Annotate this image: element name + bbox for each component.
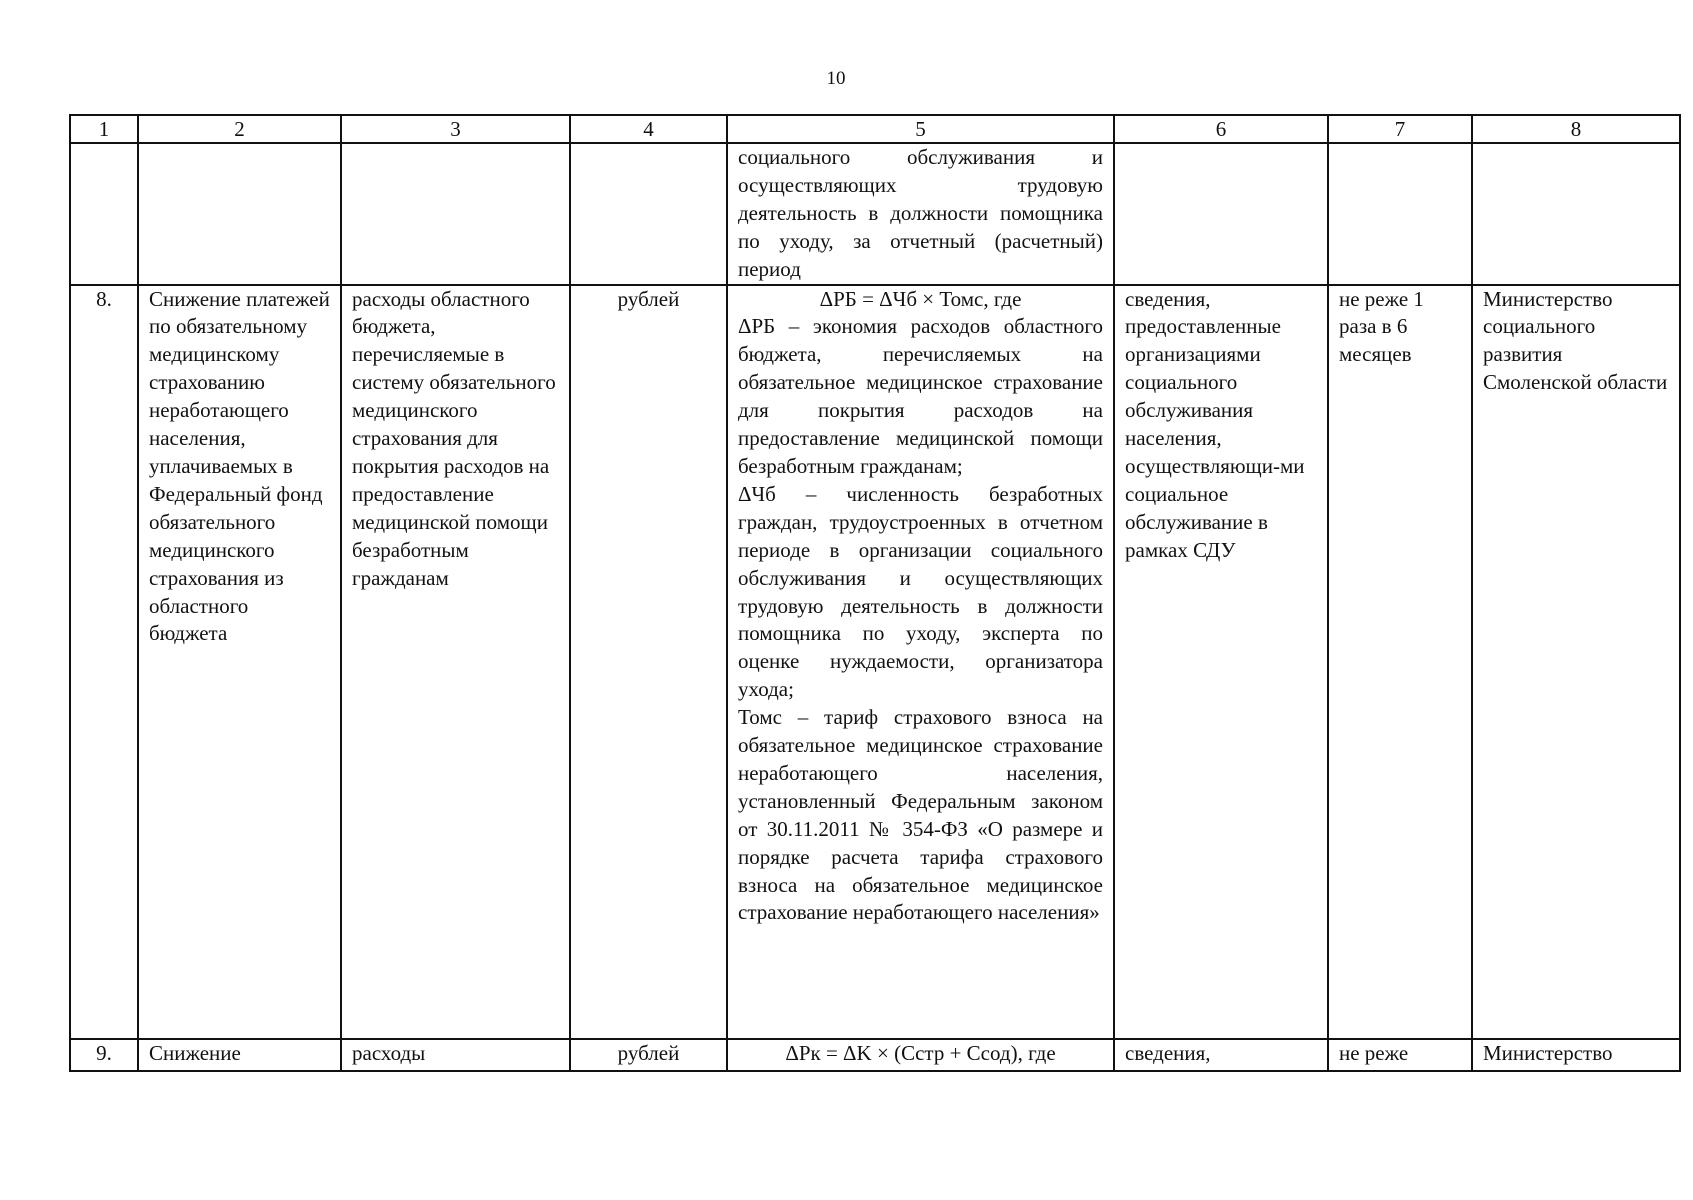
unit-of-measure: рублей [570,1039,727,1071]
page-number: 10 [826,68,846,89]
header-row [70,115,1680,143]
indicator-name: Снижение [138,1039,341,1071]
frequency: не реже [1328,1039,1472,1071]
cell-empty [1328,143,1472,285]
table-row-9 [70,1039,1680,1071]
formula: ΔРк = ΔK × (Cстр + Cсод), где [727,1039,1114,1071]
unit-of-measure: рублей [570,285,727,1039]
header-cell: 8 [1472,115,1680,143]
data-source: сведения, [1114,1039,1328,1071]
header-cell: 7 [1328,115,1472,143]
header-cell: 6 [1114,115,1328,143]
formula-definition: Томс – тариф страхового взноса на обязательное медицинское страхование неработающего населения, установленный Федеральным законом от 30.11.2011 № 354-ФЗ «О размере и порядке расчета тарифа страхового взноса на обязательное медицинское страхование неработающего населения» [738,705,1103,925]
cell-empty [570,143,727,285]
formula-definition: ΔРБ – экономия расходов областного бюджета, перечисляемых на обязательное медицинское страхование для покрытия расходов на предоставление медицинской помощи безработным гражданам; [738,314,1103,478]
cell-empty [70,143,138,285]
calculation-method [727,285,1114,1039]
responsible-body: Министерство социального развития Смоленской области [1472,285,1680,1039]
indicator-description: расходы областного бюджета, перечисляемые в систему обязательного медицинского страхования для покрытия расходов на предоставление медицинской помощи безработным гражданам [341,285,570,1039]
cell-empty [138,143,341,285]
cell-empty [1114,143,1328,285]
header-cell: 3 [341,115,570,143]
header-cell: 4 [570,115,727,143]
header-cell: 1 [70,115,138,143]
table-row-8 [70,285,1680,1039]
header-cell: 5 [727,115,1114,143]
cell-empty [341,143,570,285]
table-row-continuation [70,143,1680,285]
formula: ΔРБ = ΔЧб × Томс, где [819,286,1022,311]
header-cell: 2 [138,115,341,143]
indicators-table [69,114,1681,1072]
row-number: 9. [70,1039,138,1071]
formula-definition: ΔЧб – численность безработных граждан, трудоустроенных в отчетном периоде в организации социального обслуживания и осуществляющих трудовую деятельность в должности помощника по уходу, эксперта по оценке нуждаемости, организатора ухода; [738,481,1103,702]
indicator-name: Снижение платежей по обязательному медицинскому страхованию неработающего населения, уплачиваемых в Федеральный фонд обязательного медицинского страхования из областного бюджета [138,285,341,1039]
method-text: социального обслуживания и осуществляющих трудовую деятельность в должности помощника по уходу, за отчетный (расчетный) период [727,143,1114,285]
row-number: 8. [70,285,138,1039]
data-source: сведения, предоставленные организациями социального обслуживания населения, осуществляющи-ми социальное обслуживание в рамках СДУ [1114,285,1328,1039]
frequency: не реже 1 раза в 6 месяцев [1328,285,1472,1039]
responsible-body: Министерство [1472,1039,1680,1071]
indicator-description: расходы [341,1039,570,1071]
cell-empty [1472,143,1680,285]
